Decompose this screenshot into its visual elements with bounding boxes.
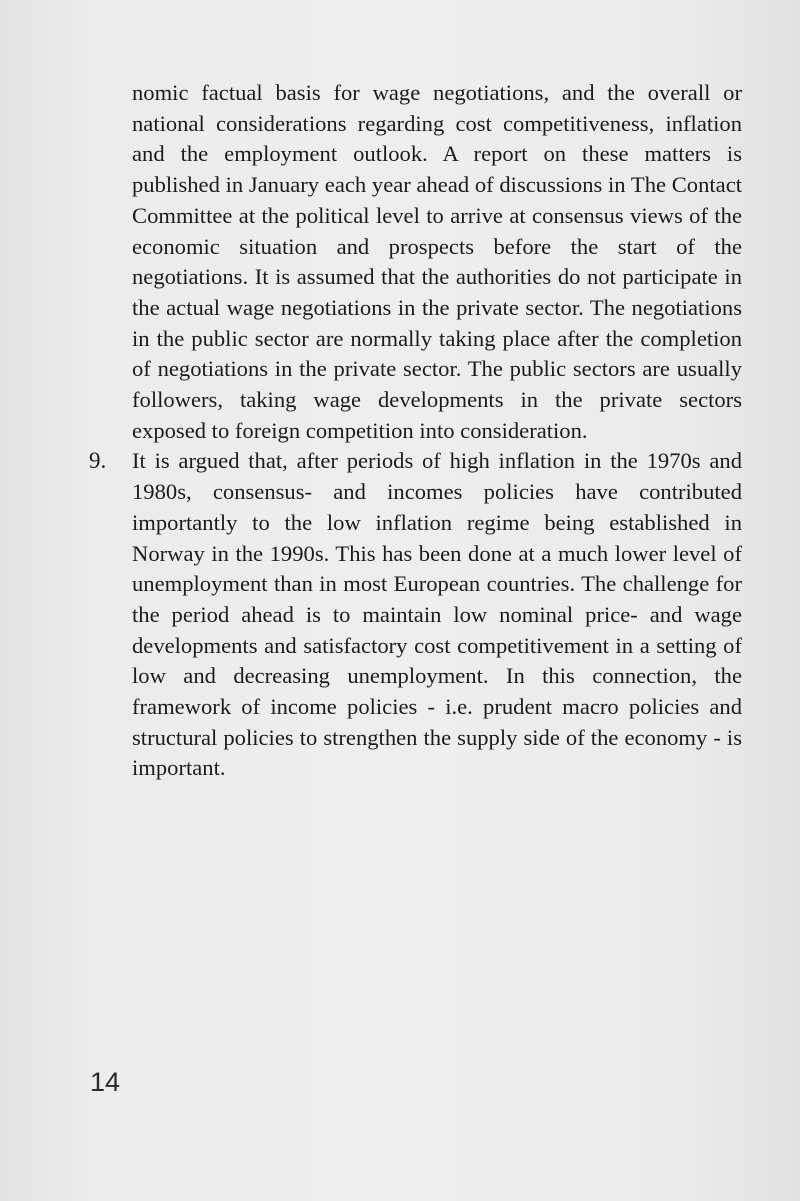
body-text bbox=[89, 78, 742, 784]
paragraph-continued: nomic factual basis for wage negotiations, and the overall or national considerations regarding cost competitiveness, inflation and the employment outlook. A report on these matters is published in January each year ahead of discussions in The Contact Committee at the political level to arrive at consensus views of the economic situation and prospects before the start of the negotiations. It is assumed that the authorities do not participate in the actual wage negotiations in the private sector. The negotiations in the public sector are normally taking place after the completion of negotiations in the private sector. The public sectors are usually followers, taking wage developments in the private sectors exposed to foreign competition into consideration. bbox=[132, 80, 742, 443]
paragraph-number: 9. bbox=[89, 448, 107, 474]
page-number: 14 bbox=[90, 1067, 121, 1097]
paragraph-9 bbox=[89, 446, 742, 784]
paragraph-9-text: It is argued that, after periods of high inflation in the 1970s and 1980s, consensus- and incomes policies have contributed importantly to the low inflation regime being established in Norway in the 1990s. This has been done at a much lower level of unemployment than in most European countries. The challenge for the period ahead is to maintain low nominal price- and wage developments and satisfactory cost competitivement in a setting of low and decreasing unemployment. In this connection, the framework of income policies - i.e. prudent macro policies and structural policies to strengthen the supply side of the economy - is important. bbox=[132, 448, 742, 781]
